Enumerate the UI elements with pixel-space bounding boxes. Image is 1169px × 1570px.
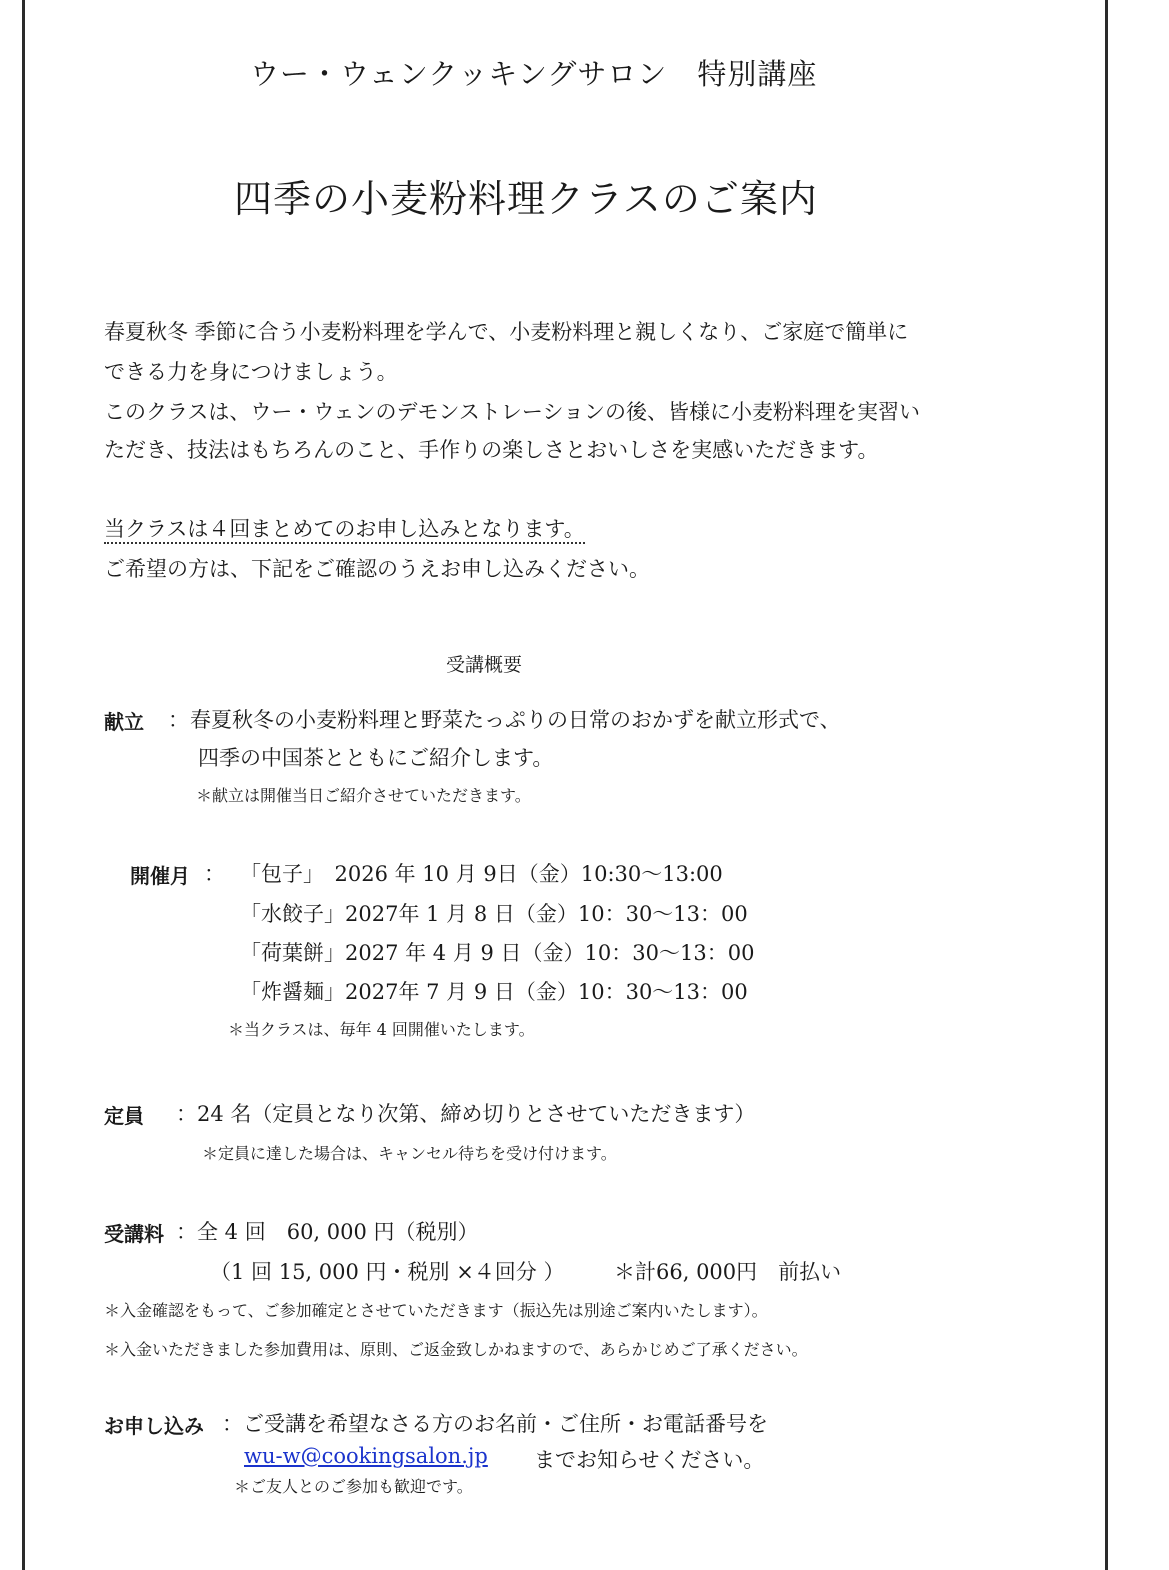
schedule-label: 開催月	[130, 864, 190, 888]
schedule-date: 2026 年 10 月 9日（金）10:30〜13:00	[313, 862, 723, 886]
fee-note-1: ＊入金確認をもって、ご参加確定とさせていただきます（振込先は別途ご案内いたします）。	[104, 1301, 768, 1320]
menu-sep: ：	[168, 708, 189, 732]
fee-total: ＊計66, 000円 前払い	[614, 1260, 842, 1284]
page-frame	[22, 0, 1108, 1570]
schedule-dish: 「包子」	[240, 862, 314, 886]
schedule-date: 2027 年 4 月 9 日（金）10：30〜13：00	[345, 941, 755, 965]
capacity-note: ＊定員に達した場合は、キャンセル待ちを受け付けます。	[202, 1144, 617, 1163]
menu-label: 献立	[104, 710, 144, 734]
schedule-dish: 「荷葉餅」	[240, 941, 345, 965]
fee-label: 受講料	[104, 1222, 164, 1246]
intro-line-1: 春夏秋冬 季節に合う小麦粉料理を学んで、小麦粉料理と親しくなり、ご家庭で簡単に	[104, 320, 909, 344]
apply-note: ＊ご友人とのご参加も歓迎です。	[234, 1477, 473, 1496]
page-title: 四季の小麦粉料理クラスのご案内	[234, 177, 818, 221]
overview-heading: 受講概要	[446, 654, 523, 676]
fee-breakdown: （1 回 15, 000 円・税別 ×４回分 ）	[210, 1260, 565, 1284]
intro-line-3: このクラスは、ウー・ウェンのデモンストレーションの後、皆様に小麦粉料理を実習い	[104, 400, 921, 424]
email-link[interactable]: wu-w@cookingsalon.jp	[244, 1444, 488, 1468]
capacity-label: 定員	[104, 1104, 144, 1128]
menu-line-2: 四季の中国茶とともにご紹介します。	[198, 746, 554, 770]
notice-line-1: 当クラスは４回まとめてのお申し込みとなります。	[104, 517, 585, 544]
schedule-date: 2027年 1 月 8 日（金）10：30〜13：00	[345, 902, 748, 926]
schedule-sep: ：	[204, 862, 225, 886]
schedule-row	[240, 858, 723, 888]
schedule-dish: 「炸醤麺」	[240, 980, 345, 1004]
salon-header: ウー・ウェンクッキングサロン 特別講座	[250, 57, 818, 91]
apply-text: ：ご受講を希望なさる方のお名前・ご住所・お電話番号を	[222, 1412, 768, 1436]
schedule-note: ＊当クラスは、毎年 4 回開催いたします。	[228, 1020, 535, 1039]
apply-after: までお知らせください。	[534, 1448, 765, 1472]
fee-note-2: ＊入金いただきました参加費用は、原則、ご返金致しかねますので、あらかじめご了承ください。	[104, 1340, 808, 1359]
notice-line-2: ご希望の方は、下記をご確認のうえお申し込みください。	[104, 557, 650, 581]
intro-line-2: できる力を身につけましょう。	[104, 360, 398, 384]
schedule-date: 2027年 7 月 9 日（金）10：30〜13：00	[345, 980, 748, 1004]
menu-line-1: 春夏秋冬の小麦粉料理と野菜たっぷりの日常のおかずを献立形式で、	[190, 708, 841, 732]
capacity-text: ：24 名（定員となり次第、締め切りとさせていただきます）	[176, 1102, 756, 1126]
menu-note: ＊献立は開催当日ご紹介させていただきます。	[196, 786, 531, 805]
schedule-row	[240, 937, 754, 967]
intro-line-4: ただき、技法はもちろんのこと、手作りの楽しさとおいしさを実感いただきます。	[104, 438, 879, 462]
schedule-row	[240, 976, 748, 1006]
fee-text: ：全 4 回 60, 000 円（税別）	[176, 1220, 479, 1244]
schedule-row	[240, 898, 748, 928]
schedule-dish: 「水餃子」	[240, 902, 345, 926]
apply-label: お申し込み	[104, 1414, 204, 1438]
